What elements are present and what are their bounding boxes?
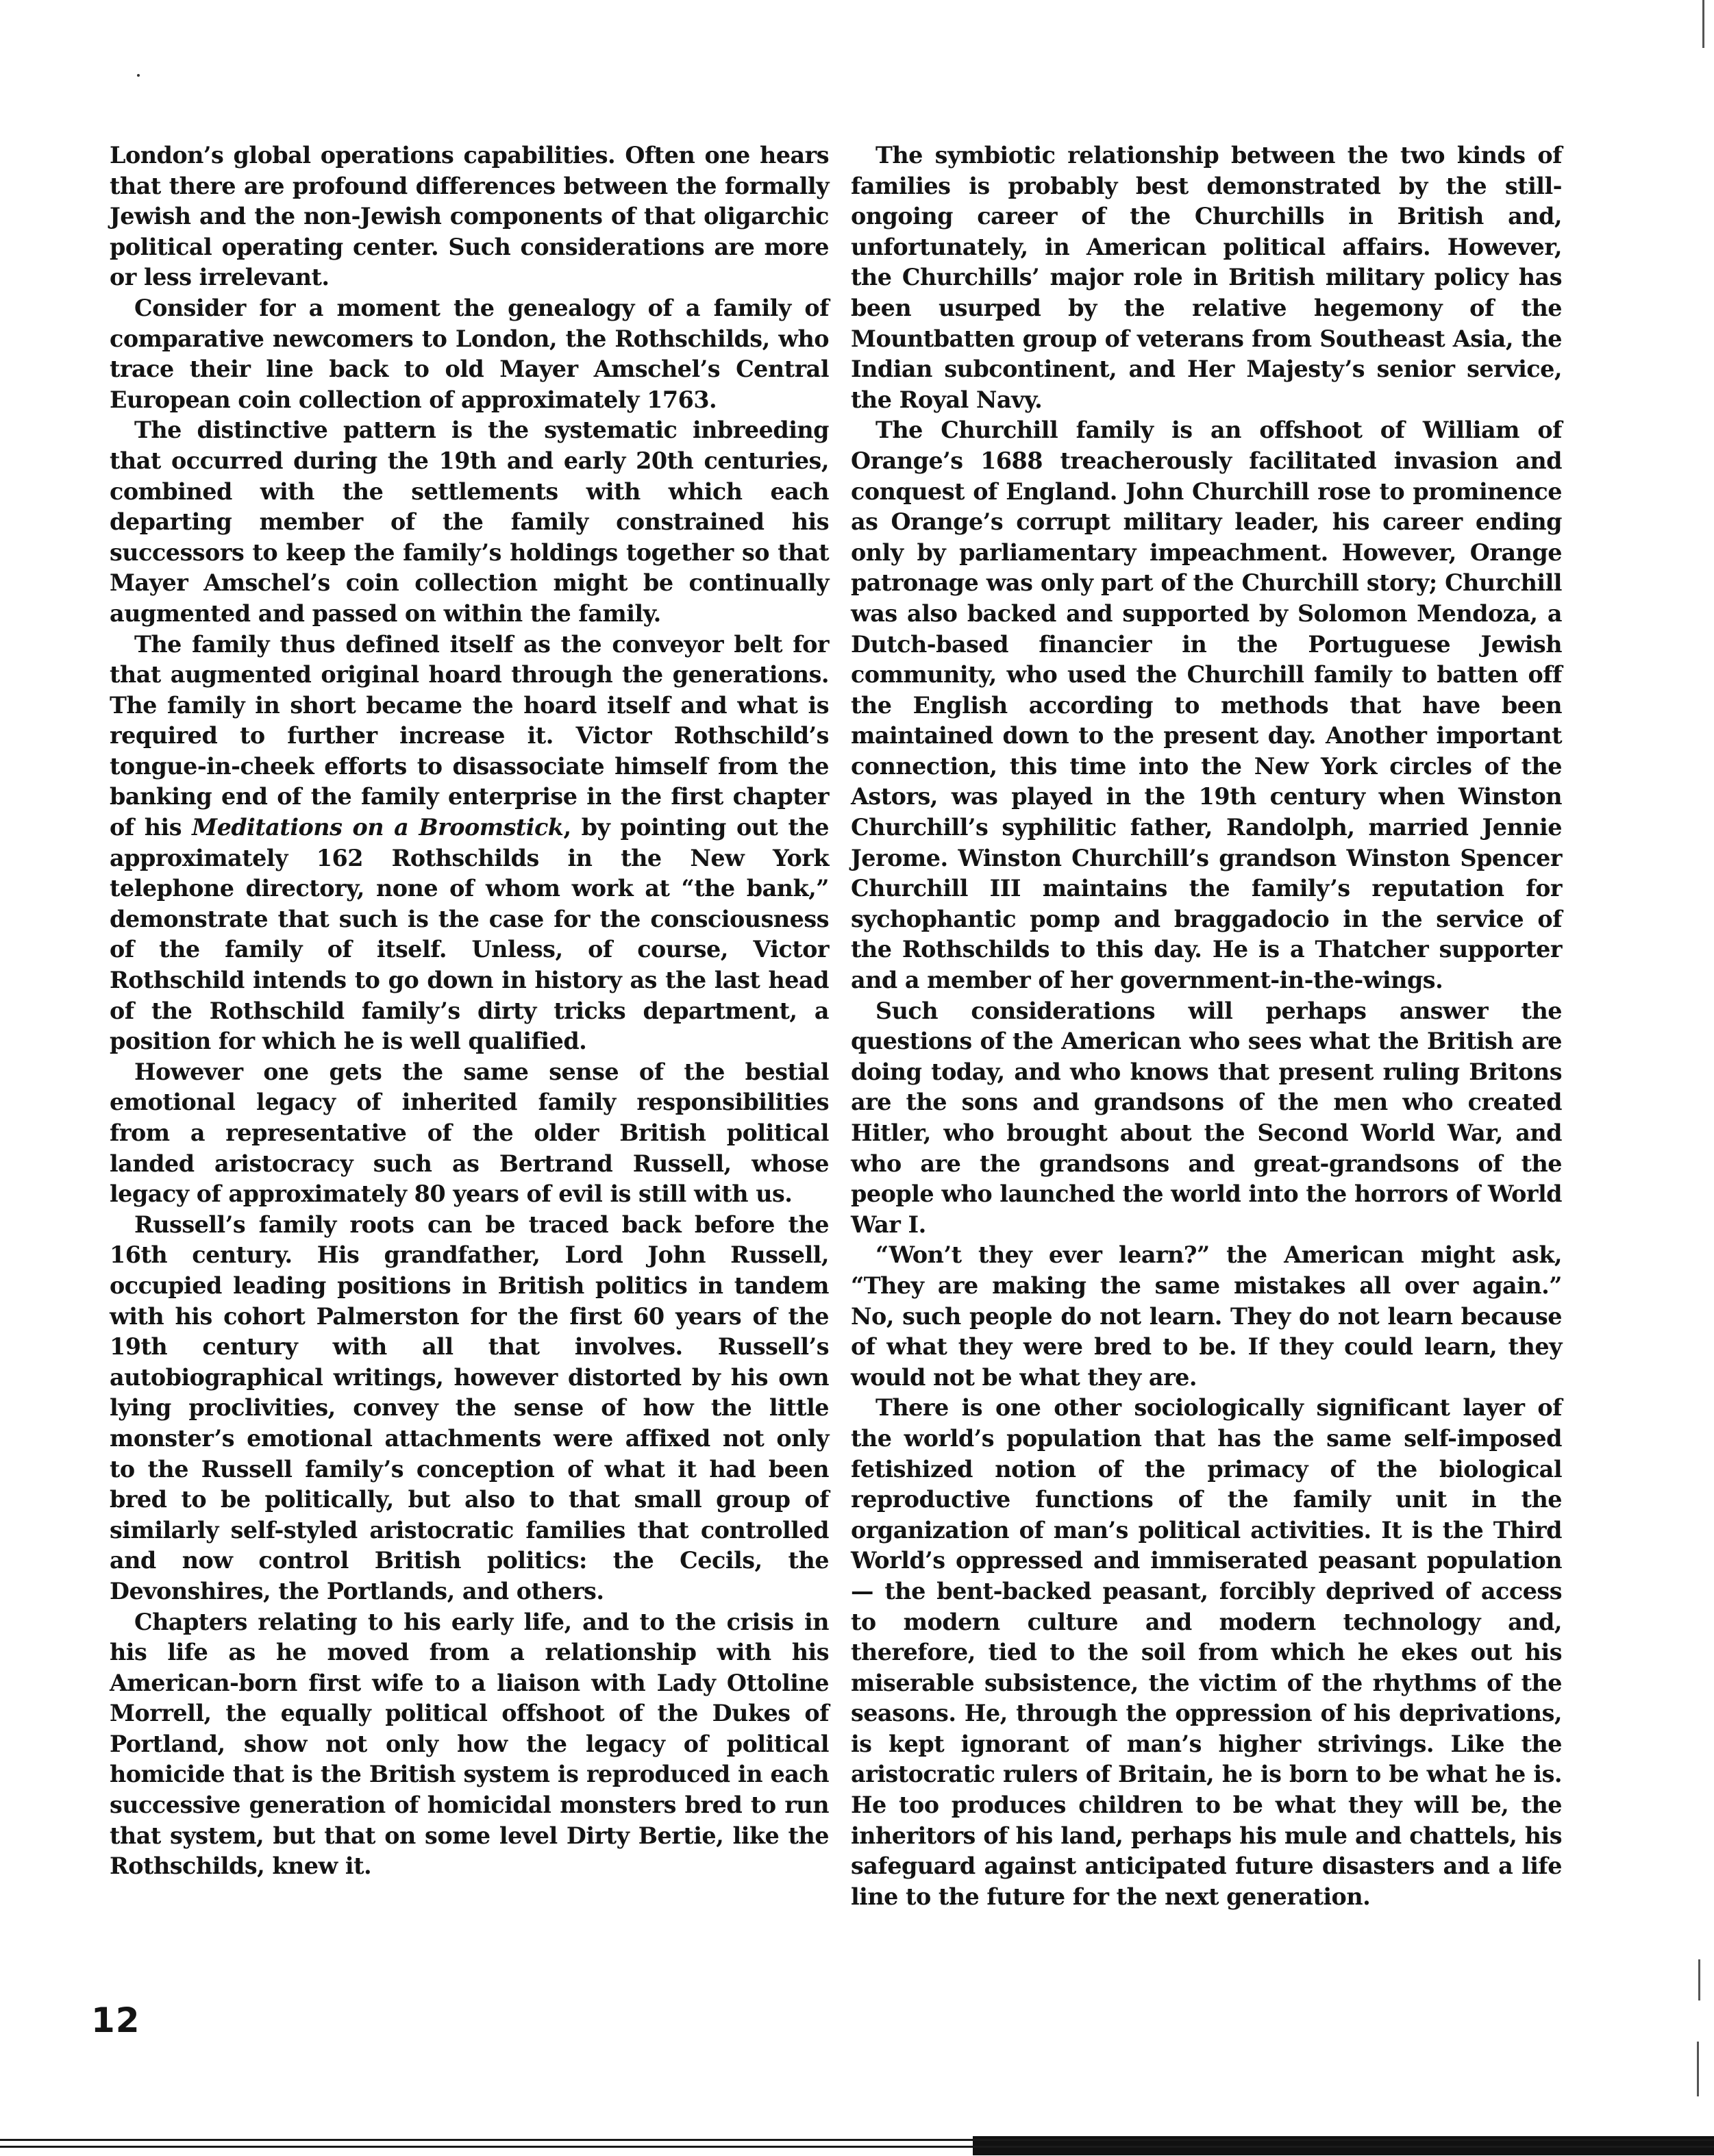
paragraph: Russell’s family roots can be traced back before the 16th century. His grandfather, Lord John Russell, occupied leading positions in British politics in tandem with his cohort Palmerston for the first 60 years of the 19th century with all that involves. Russell’s autobiographical writings, however distorted by his own lying proclivities, convey the sense of how the little monster’s emotional attachments were affixed not only to the Russell family’s conception of what it had been bred to be politically, but also to that small group of similarly self-styled aristocratic families that controlled and now control British politics: the Cecils, the Devonshires, the Portlands, and others. [110,1211,829,1604]
right-column [851,140,1562,1912]
scan-edge-mark [1698,1959,1700,2000]
paragraph: However one gets the same sense of the bestial emotional legacy of inherited family responsibilities from a representative of the older British political landed aristocracy such as Bertrand Russell, whose legacy of approximately 80 years of evil is still with us. [110,1058,829,1208]
paragraph: The distinctive pattern is the systematic inbreeding that occurred during the 19th and early 20th centuries, combined with the settlements with which each departing member of the family constrained his successors to keep the family’s holdings together so that Mayer Amschel’s coin collection might be continually augmented and passed on within the family. [110,417,829,627]
book-title: Meditations on a Broomstick [192,814,564,841]
page-number: 12 [91,2000,140,2040]
scan-edge-mark [1697,2042,1699,2096]
paragraph: “Won’t they ever learn?” the American might ask, “They are making the same mistakes all over again.” No, such people do not learn. They do not learn because of what they were bred to be. If they could learn, they would not be what they are. [851,1241,1562,1391]
paragraph: Such considerations will perhaps answer the questions of the American who sees what the British are doing today, and who knows that present ruling Britons are the sons and grandsons of the men who created Hitler, who brought about the Second World War, and who are the grandsons and great-grandsons of the people who launched the world into the horrors of World War I. [851,997,1562,1238]
scan-speck [137,74,140,77]
bottom-rule [0,2136,1714,2155]
paragraph: London’s global operations capabilities. Often one hears that there are profound differences between the formally Jewish and the non-Jewish components of that oligarchic political operating center. Such considerations are more or less irrelevant. [110,142,829,291]
scan-edge-mark [1702,0,1704,48]
paragraph: The family thus defined itself as the conveyor belt for that augmented original hoard through the generations. The family in short became the hoard itself and what is required to further increase it. Victor Rothschild’s tongue-in-cheek efforts to disassociate himself from the banking end of the family enterprise in the first chapter of his Meditations on a Broomstick, by pointing out the approximately 162 Rothschilds in the New York telephone directory, none of whom work at “the bank,” demonstrate that such is the case for the consciousness of the family of itself. Unless, of course, Victor Rothschild intends to go down in history as the last head of the Rothschild family’s dirty tricks department, a position for which he is well qualified. [110,630,829,1055]
paragraph: The Churchill family is an offshoot of William of Orange’s 1688 treacherously facilitated invasion and conquest of England. John Churchill rose to prominence as Orange’s corrupt military leader, his career ending only by parliamentary impeachment. However, Orange patronage was only part of the Churchill story; Churchill was also backed and supported by Solomon Mendoza, a Dutch-based financier in the Portuguese Jewish community, who used the Churchill family to batten off the English according to methods that have been maintained down to the present day. Another important connection, this time into the New York circles of the Astors, was played in the 19th century when Winston Churchill’s syphilitic father, Randolph, married Jennie Jerome. Winston Churchill’s grandson Winston Spencer Churchill III maintains the family’s reputation for sychophantic pomp and braggadocio in the service of the Rothschilds to this day. He is a Thatcher supporter and a member of her government-in-the-wings. [851,417,1562,994]
paragraph: Chapters relating to his early life, and to the crisis in his life as he moved from a relationship with his American-born first wife to a liaison with Lady Ottoline Morrell, the equally political offshoot of the Dukes of Portland, show not only how the legacy of political homicide that is the British system is reproduced in each successive generation of homicidal monsters bred to run that system, but that on some level Dirty Bertie, like the Rothschilds, knew it. [110,1608,829,1880]
left-column [110,140,829,1882]
paragraph: There is one other sociologically significant layer of the world’s population that has the same self-imposed fetishized notion of the primacy of the biological reproductive functions of the family unit in the organization of man’s political activities. It is the Third World’s oppressed and immiserated peasant population — the bent-backed peasant, forcibly deprived of access to modern culture and modern technology and, therefore, tied to the soil from which he ekes out his miserable subsistence, the victim of the rhythms of the seasons. He, through the oppression of his deprivations, is kept ignorant of man’s higher strivings. Like the aristocratic rulers of Britain, he is born to be what he is. He too produces children to be what they will be, the inheritors of his land, perhaps his mule and chattels, his safeguard against anticipated future disasters and a life line to the future for the next generation. [851,1394,1562,1910]
paragraph: Consider for a moment the genealogy of a family of comparative newcomers to London, the Rothschilds, who trace their line back to old Mayer Amschel’s Central European coin collection of approximately 1763. [110,294,829,413]
paragraph: The symbiotic relationship between the two kinds of families is probably best demonstrated by the still-ongoing career of the Churchills in British and, unfortunately, in American political affairs. However, the Churchills’ major role in British military policy has been usurped by the relative hegemony of the Mountbatten group of veterans from Southeast Asia, the Indian subcontinent, and Her Majesty’s senior service, the Royal Navy. [851,142,1562,413]
